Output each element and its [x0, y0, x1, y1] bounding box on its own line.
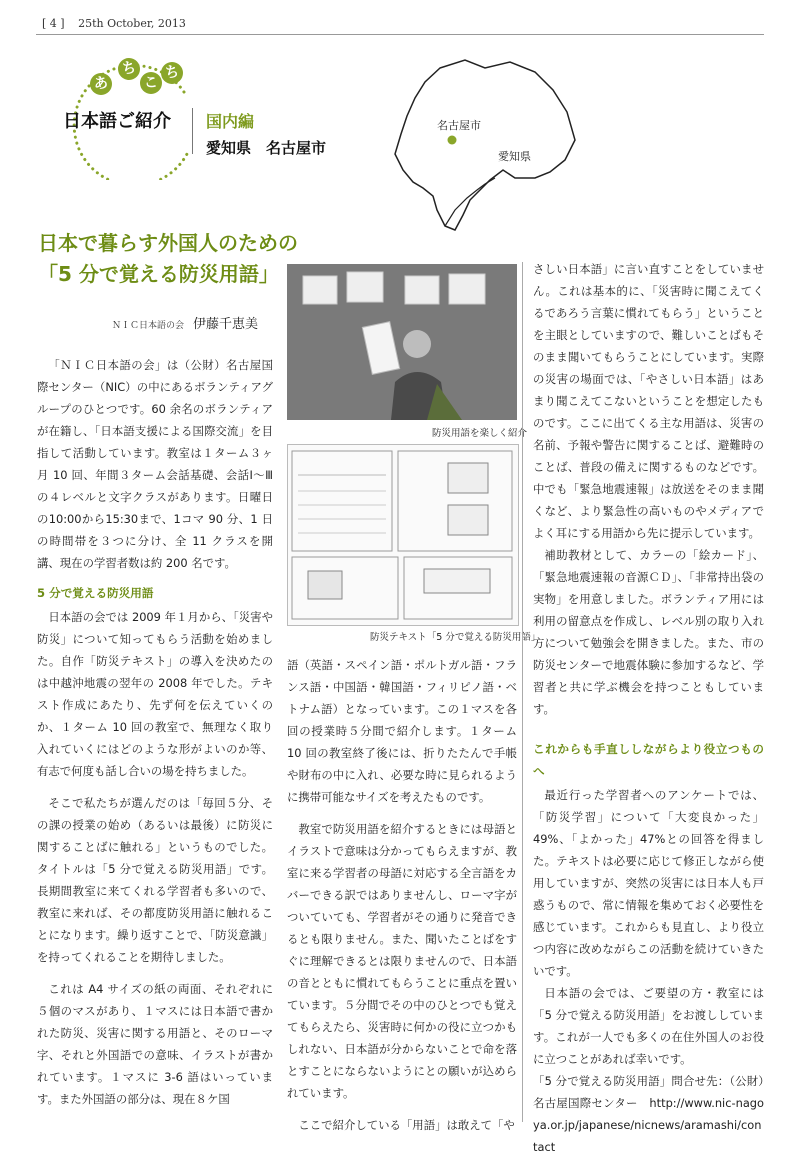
column-rule	[522, 262, 523, 1122]
paragraph: さしい日本語」に言い直すことをしていません。これは基本的に、「災害時に聞こえてくるであろう言葉に慣れてもらう」ということを主眼としていますので、難しいことばもそのまま聞いてもらうことにしています。実際の災害の場面では、「やさしい日本語」はあまり聞こえてこないということを想定したものです。ここに出てくる主な用語は、災害の名前、予報や警告に関することば、避難時のことば、普段の備えに関するものなどです。中でも「緊急地震速報」は放送をそのまま聞くなど、より緊急性の高いものやメディアでよく耳にする用語から先に提示しています。	[533, 262, 764, 540]
series-title: 日本語ご紹介	[63, 111, 171, 132]
series-subtitle: 国内編	[206, 112, 255, 131]
author-organization: ＮＩＣ日本語の会	[112, 321, 185, 331]
kana-badge-a: あ	[90, 73, 112, 95]
column-2	[287, 654, 517, 1136]
column-3	[533, 258, 764, 1158]
page-number: [ 4 ]	[42, 17, 65, 30]
map-city-label: 名古屋市	[437, 119, 481, 132]
author-name: 伊藤千恵美	[193, 317, 259, 332]
paragraph: そこで私たちが選んだのは「毎回５分、その課の授業の始め（あるいは最後）に防災に関することばに触れる」というものでした。タイトルは「5 分で覚える防災用語」です。長期間教室に来てくれる学習者も多いので、教室に来れば、その都度防災用語に触れることになります。繰り返すことで、「防災意識」を持ってくれることを期待しました。	[37, 796, 273, 964]
photo-illustration	[287, 264, 517, 420]
contact-info: 「5 分で覚える防災用語」問合せ先：（公財）名古屋国際センター http://www.nic-nagoya.or.jp/japanese/nicnews/aramashi/contact	[533, 1074, 764, 1154]
kana-badge-chi: ち	[118, 58, 140, 80]
kana-badge-ko: こ	[140, 72, 162, 94]
paragraph: 教室で防災用語を紹介するときには母語とイラストで意味は分かってもらえますが、教室に来る学習者の母語に対応する全言語をカバーできる訳ではありませんし、ローマ字がついていても、学習者がその通りに発音できるとも限りません。また、聞いたことばをすぐに理解できるとは限りませんので、日本語の音とともに慣れてもらうことに重点を置いています。５分間でその中のひとつでも覚えてもらえたら、災害時に何かの役に立つかもしれない、日本語が分からないことで命を落とすことにならないようにとの願いが込められています。	[287, 822, 517, 1100]
paragraph: 日本語の会では、ご要望の方・教室には「5 分で覚える防災用語」をお渡ししています。これが一人でも多くの在住外国人のお役に立つことがあれば幸いです。	[533, 986, 764, 1066]
series-divider	[192, 108, 193, 154]
page-header	[42, 17, 186, 30]
article-title-line1: 日本で暮らす外国人のための	[38, 231, 298, 255]
classroom-photo	[287, 264, 517, 420]
paragraph: 「ＮＩＣ日本語の会」は（公財）名古屋国際センター（NIC）の中にあるボランティアグループのひとつです。60 余名のボランティアが在籍し、「日本語支援による国際交流」を目指して活動しています。教室は１ターム３ヶ月 10 回、年間３ターム会話基礎、会話Ⅰ～Ⅲの４レベルと文字クラスがあります。日曜日の10:00から15:30まで、1コマ 90 分、1 日の時間帯を３つに分け、全 11 クラスを開講、現在の学習者数は約 200 名です。	[37, 358, 273, 570]
paragraph: これは A4 サイズの紙の両面、それぞれに５個のマスがあり、１マスには日本語で書かれた防災、災害に関する用語と、そのローマ字、それと外国語での意味、イラストが書かれています。１マスに 3-6 語はいっています。また外国語の部分は、現在８ケ国	[37, 982, 273, 1106]
paragraph: ここで紹介している「用語」は敢えて「や	[298, 1118, 515, 1132]
photo-caption: 防災用語を楽しく紹介	[432, 428, 528, 439]
nagoya-marker	[446, 134, 458, 146]
section-heading: 5 分で覚える防災用語	[37, 586, 154, 600]
paragraph: 日本語の会では 2009 年１月から、「災害や防災」について知ってもらう活動を始めました。自作「防災テキスト」の導入を決めたのは中越沖地震の翌年の 2008 年でした。テキスト作成にあたり、先ず何を伝えていくのか、１ターム 10 回の教室で、無理なく取り入れていくにはどのような形がよいのか等、有志で何度も話し合いの場を持ちました。	[37, 610, 273, 778]
article-title-line2: 「5 分で覚える防災用語」	[38, 262, 279, 286]
paragraph: 補助教材として、カラーの「絵カード」、「緊急地震速報の音源ＣＤ」、「非常持出袋の実物」を用意しました。ボランティア用には利用の留意点を作成し、レベル別の取り入れ方について勉強会を開きました。また、市の防災センターで地震体験に参加するなど、学習者と共に学ぶ機会を持つこともしています。	[533, 548, 764, 716]
disaster-text-sheet	[287, 444, 519, 626]
paragraph: 最近行った学習者へのアンケートでは、「防災学習」について「大変良かった」49%、「よかった」47%との回答を得ました。テキストは必要に応じて修正しながら使用していますが、突然の災害には日本人も戸惑うもので、常に情報を集めておく必要性を感じています。これからも見直し、より役立つ内容に改めながらこの活動を続けていきたいです。	[533, 788, 764, 978]
issue-date: 25th October, 2013	[78, 17, 186, 30]
paragraph: 語（英語・スペイン語・ポルトガル語・フランス語・中国語・韓国語・フィリピノ語・ベトナム語）となっています。この１マスを各回の授業時５分間で紹介します。１ターム 10 回の教室終了後には、折りたたんで手帳や財布の中に入れ、必要な時に見られるように携帯可能なサイズを考えたものです。	[287, 658, 517, 804]
series-location: 愛知県 名古屋市	[206, 139, 327, 157]
section-heading: これからも手直ししながらより役立つものへ	[533, 742, 764, 778]
header-rule	[36, 34, 764, 35]
text-sheet-illustration	[288, 445, 518, 625]
map-pref-label: 愛知県	[498, 150, 531, 163]
text-caption: 防災テキスト「5 分で覚える防災用語」	[370, 632, 541, 643]
kana-badge-chi2: ち	[161, 62, 183, 84]
column-1	[37, 354, 273, 1110]
